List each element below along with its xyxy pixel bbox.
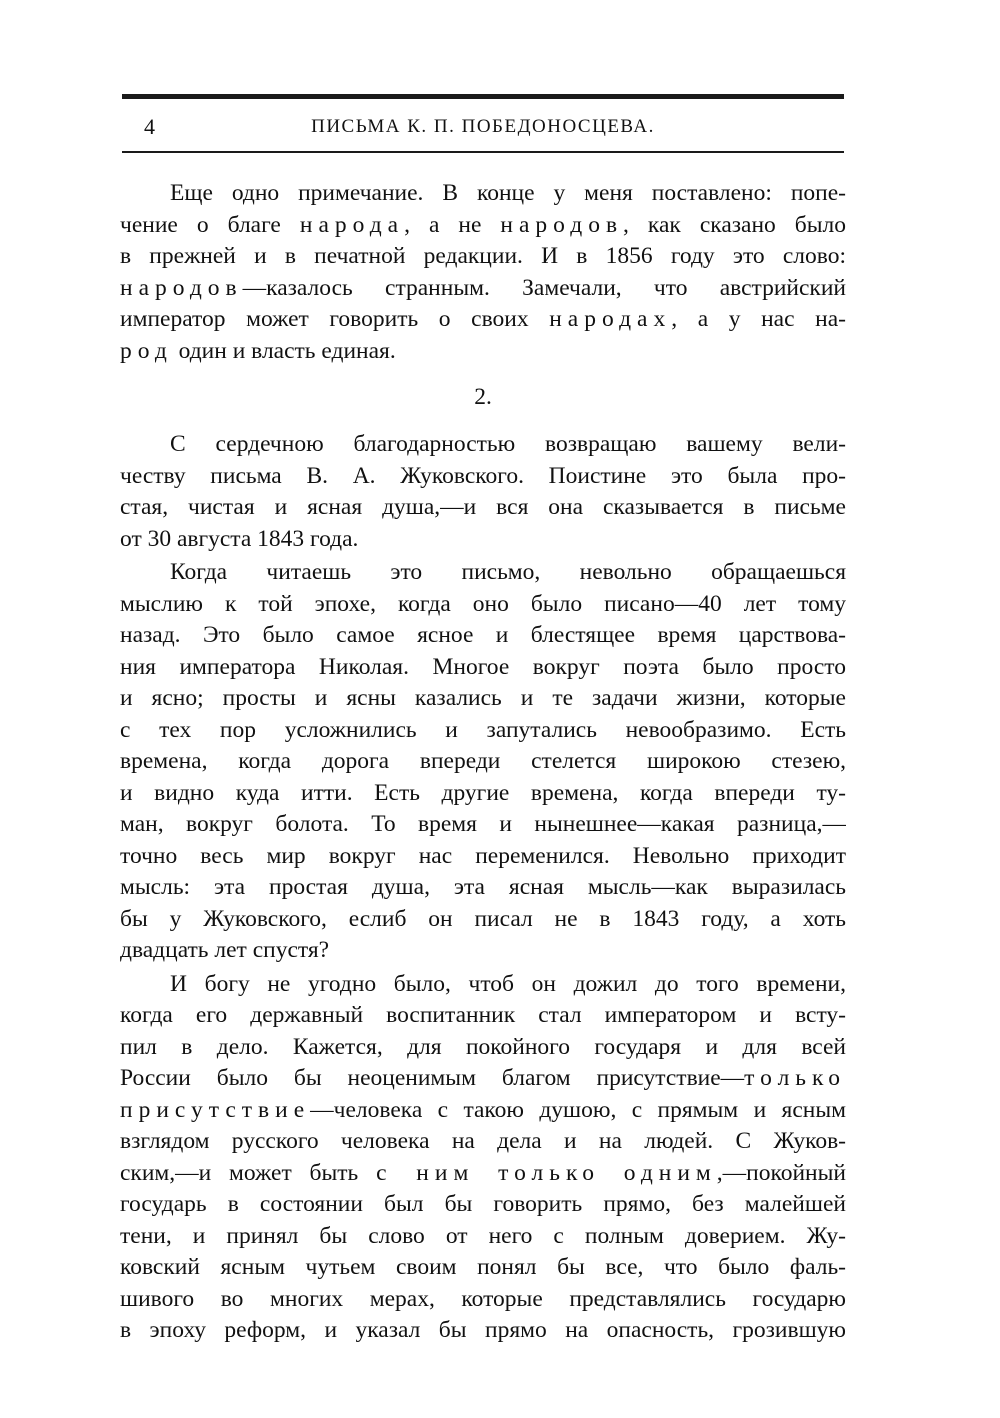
text-line: точно весь мир вокруг нас переменился. Невольно приходит [120,842,846,869]
text-line: когда его державный воспитанник стал императором и всту- [120,1002,846,1028]
text-line: шивого во многих мерах, которые представлялись государю [120,1285,846,1312]
running-head [122,114,844,142]
text-line: стая, чистая и ясная душа,—и вся она сказывается в письме [120,494,846,520]
section-number: 2. [474,384,492,410]
text-line: в эпоху реформ, и указал бы прямо на опасность, грозившую [120,1317,846,1343]
spaced-emphasis: присутствие [120,1096,311,1123]
text-line: народов—казалось странным. Замечали, что австрийский [120,274,846,301]
spaced-emphasis: народах [549,306,672,332]
text-line: честву письма В. А. Жуковского. Поистине это была про- [120,462,846,489]
text-line: пил в дело. Кажется, для покойного государя и для всей [120,1033,846,1060]
paragraph-note [120,178,846,367]
paragraph-letters [120,429,846,555]
text-line: император может говорить о своих народах, а у нас на- [120,306,846,332]
text-line: времена, когда дорога впереди стелется широкою стезею, [120,748,846,774]
spaced-emphasis: только [744,1065,846,1091]
text-line: присутствие—человека с такою душою, с прямым и ясным [120,1096,846,1123]
text-line: ния императора Николая. Многое вокруг поэта было просто [120,653,846,680]
spaced-emphasis: с ним только одним [376,1159,717,1186]
text-line: род один и власть единая. [120,337,396,364]
spaced-emphasis: народов [120,274,243,301]
text-line: Когда читаешь это письмо, невольно обращаешься [170,559,846,585]
text-line: от 30 августа 1843 года. [120,525,359,552]
spaced-emphasis: род [120,337,173,364]
text-line: мыслию к той эпохе, когда оно было писано—40 лет тому [120,590,846,617]
text-line: России было бы неоценимым благом присутствие—только [120,1065,846,1091]
page-body [120,178,846,1347]
text-line: и ясно; просты и ясны казались и те задачи жизни, которые [120,685,846,711]
running-title: ПИСЬМА К. П. ПОБЕДОНОСЦЕВА. [311,116,655,137]
text-line: двадцать лет спустя? [120,937,330,963]
text-line: с тех пор усложнились и запутались невообразимо. Есть [120,716,846,743]
spaced-emphasis: народов [500,211,624,238]
text-line: ковский ясным чутьем своим понял бы все, что было фаль- [120,1254,846,1280]
text-line: И богу не угодно было, чтоб он дожил до того времени, [170,970,846,997]
text-line: чение о благе народа, а не народов, как сказано было [120,211,846,238]
text-line: тени, и принял бы слово от него с полным доверием. Жу- [120,1222,846,1249]
page-number: 4 [144,114,155,139]
text-line: С сердечною благодарностью возвращаю вашему вели- [170,431,846,457]
text-line: бы у Жуковского, еслиб он писал не в 1843 году, а хоть [120,905,846,932]
text-line: ман, вокруг болота. То время и нынешнее—какая разница,— [120,811,846,837]
paragraph-epoch [120,557,846,967]
text-line: взглядом русского человека на дела и на людей. С Жуков- [120,1128,846,1154]
header-rule-top [122,94,844,99]
text-line: в прежней и в печатной редакции. И в 1856 году это слово: [120,243,846,269]
spaced-emphasis: народа [299,211,405,238]
text-line: Еще одно примечание. В конце у меня поставлено: попе- [170,180,846,206]
text-line: и видно куда итти. Есть другие времена, когда впереди ту- [120,779,846,806]
text-line: государь в состоянии был бы говорить прямо, без малейшей [120,1191,846,1217]
paragraph-zhukovsky [120,969,846,1347]
text-line: назад. Это было самое ясное и блестящее время царствова- [120,622,846,648]
header-rule-bottom [122,151,844,153]
text-line: ским,—и может быть с ним только одним,—покойный [120,1159,846,1186]
text-line: мысль: эта простая душа, эта ясная мысль—как выразилась [120,874,846,900]
